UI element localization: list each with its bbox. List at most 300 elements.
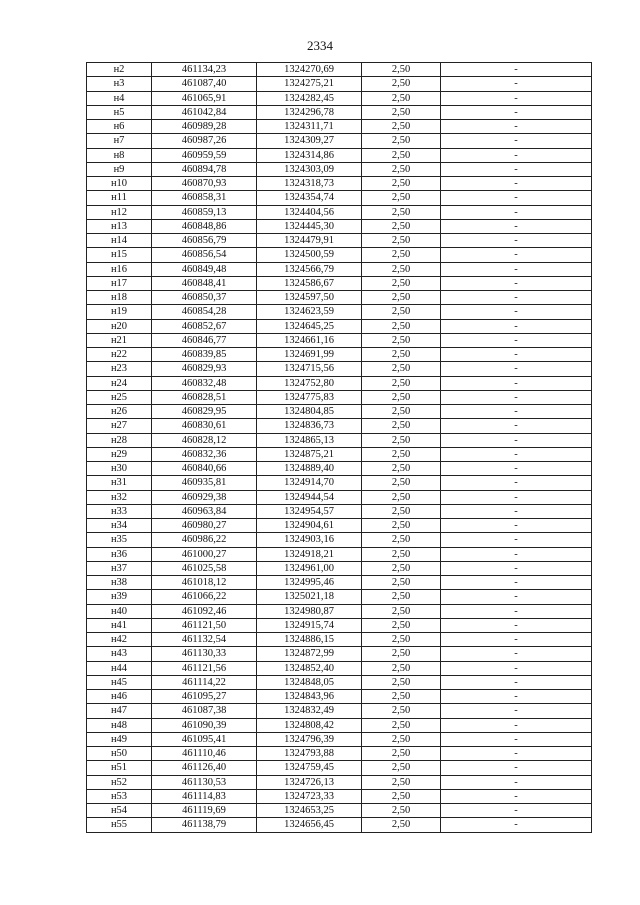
accuracy-cell: 2,50 <box>362 362 441 376</box>
x-coordinate-cell: 461092,46 <box>152 604 257 618</box>
y-coordinate-cell: 1324311,71 <box>257 120 362 134</box>
point-label-cell: н29 <box>87 447 152 461</box>
point-label-cell: н6 <box>87 120 152 134</box>
y-coordinate-cell: 1324904,61 <box>257 519 362 533</box>
accuracy-cell: 2,50 <box>362 234 441 248</box>
point-label-cell: н19 <box>87 305 152 319</box>
note-cell: - <box>441 647 592 661</box>
note-cell: - <box>441 134 592 148</box>
accuracy-cell: 2,50 <box>362 219 441 233</box>
point-label-cell: н32 <box>87 490 152 504</box>
y-coordinate-cell: 1324715,56 <box>257 362 362 376</box>
y-coordinate-cell: 1324836,73 <box>257 419 362 433</box>
y-coordinate-cell: 1324691,99 <box>257 348 362 362</box>
point-label-cell: н28 <box>87 433 152 447</box>
y-coordinate-cell: 1324872,99 <box>257 647 362 661</box>
y-coordinate-cell: 1324296,78 <box>257 105 362 119</box>
point-label-cell: н2 <box>87 63 152 77</box>
y-coordinate-cell: 1324793,88 <box>257 747 362 761</box>
note-cell: - <box>441 732 592 746</box>
accuracy-cell: 2,50 <box>362 134 441 148</box>
y-coordinate-cell: 1324832,49 <box>257 704 362 718</box>
table-row <box>87 747 592 761</box>
y-coordinate-cell: 1324980,87 <box>257 604 362 618</box>
x-coordinate-cell: 460830,61 <box>152 419 257 433</box>
y-coordinate-cell: 1324445,30 <box>257 219 362 233</box>
note-cell: - <box>441 618 592 632</box>
point-label-cell: н41 <box>87 618 152 632</box>
y-coordinate-cell: 1324645,25 <box>257 319 362 333</box>
y-coordinate-cell: 1324661,16 <box>257 333 362 347</box>
accuracy-cell: 2,50 <box>362 504 441 518</box>
point-label-cell: н4 <box>87 91 152 105</box>
note-cell: - <box>441 105 592 119</box>
x-coordinate-cell: 461130,33 <box>152 647 257 661</box>
table-row <box>87 704 592 718</box>
note-cell: - <box>441 419 592 433</box>
table-row <box>87 661 592 675</box>
note-cell: - <box>441 504 592 518</box>
accuracy-cell: 2,50 <box>362 191 441 205</box>
x-coordinate-cell: 460829,93 <box>152 362 257 376</box>
note-cell: - <box>441 77 592 91</box>
note-cell: - <box>441 433 592 447</box>
accuracy-cell: 2,50 <box>362 675 441 689</box>
table-row <box>87 618 592 632</box>
note-cell: - <box>441 262 592 276</box>
note-cell: - <box>441 205 592 219</box>
accuracy-cell: 2,50 <box>362 761 441 775</box>
table-row <box>87 291 592 305</box>
table-row <box>87 561 592 575</box>
table-row <box>87 476 592 490</box>
point-label-cell: н37 <box>87 561 152 575</box>
x-coordinate-cell: 461066,22 <box>152 590 257 604</box>
y-coordinate-cell: 1324656,45 <box>257 818 362 832</box>
point-label-cell: н46 <box>87 690 152 704</box>
point-label-cell: н27 <box>87 419 152 433</box>
note-cell: - <box>441 590 592 604</box>
x-coordinate-cell: 460850,37 <box>152 291 257 305</box>
point-label-cell: н17 <box>87 276 152 290</box>
x-coordinate-cell: 461090,39 <box>152 718 257 732</box>
point-label-cell: н42 <box>87 633 152 647</box>
accuracy-cell: 2,50 <box>362 333 441 347</box>
table-row <box>87 732 592 746</box>
y-coordinate-cell: 1324865,13 <box>257 433 362 447</box>
point-label-cell: н33 <box>87 504 152 518</box>
point-label-cell: н11 <box>87 191 152 205</box>
table-row <box>87 718 592 732</box>
y-coordinate-cell: 1324903,16 <box>257 533 362 547</box>
note-cell: - <box>441 804 592 818</box>
table-row <box>87 576 592 590</box>
point-label-cell: н51 <box>87 761 152 775</box>
point-label-cell: н13 <box>87 219 152 233</box>
note-cell: - <box>441 248 592 262</box>
table-row <box>87 590 592 604</box>
note-cell: - <box>441 319 592 333</box>
note-cell: - <box>441 148 592 162</box>
point-label-cell: н5 <box>87 105 152 119</box>
y-coordinate-cell: 1324775,83 <box>257 390 362 404</box>
note-cell: - <box>441 333 592 347</box>
accuracy-cell: 2,50 <box>362 618 441 632</box>
x-coordinate-cell: 460832,48 <box>152 376 257 390</box>
accuracy-cell: 2,50 <box>362 162 441 176</box>
x-coordinate-cell: 460856,54 <box>152 248 257 262</box>
point-label-cell: н16 <box>87 262 152 276</box>
note-cell: - <box>441 390 592 404</box>
table-row <box>87 533 592 547</box>
y-coordinate-cell: 1324726,13 <box>257 775 362 789</box>
x-coordinate-cell: 460848,86 <box>152 219 257 233</box>
y-coordinate-cell: 1324848,05 <box>257 675 362 689</box>
accuracy-cell: 2,50 <box>362 319 441 333</box>
point-label-cell: н3 <box>87 77 152 91</box>
accuracy-cell: 2,50 <box>362 533 441 547</box>
accuracy-cell: 2,50 <box>362 519 441 533</box>
x-coordinate-cell: 461025,58 <box>152 561 257 575</box>
accuracy-cell: 2,50 <box>362 476 441 490</box>
table-row <box>87 447 592 461</box>
note-cell: - <box>441 191 592 205</box>
y-coordinate-cell: 1324918,21 <box>257 547 362 561</box>
x-coordinate-cell: 460959,59 <box>152 148 257 162</box>
y-coordinate-cell: 1324886,15 <box>257 633 362 647</box>
y-coordinate-cell: 1324852,40 <box>257 661 362 675</box>
table-row <box>87 91 592 105</box>
accuracy-cell: 2,50 <box>362 604 441 618</box>
note-cell: - <box>441 63 592 77</box>
x-coordinate-cell: 460989,28 <box>152 120 257 134</box>
point-label-cell: н48 <box>87 718 152 732</box>
y-coordinate-cell: 1324404,56 <box>257 205 362 219</box>
accuracy-cell: 2,50 <box>362 205 441 219</box>
point-label-cell: н45 <box>87 675 152 689</box>
y-coordinate-cell: 1324954,57 <box>257 504 362 518</box>
note-cell: - <box>441 604 592 618</box>
note-cell: - <box>441 775 592 789</box>
table-row <box>87 376 592 390</box>
y-coordinate-cell: 1324309,27 <box>257 134 362 148</box>
accuracy-cell: 2,50 <box>362 633 441 647</box>
point-label-cell: н54 <box>87 804 152 818</box>
x-coordinate-cell: 460849,48 <box>152 262 257 276</box>
table-row <box>87 262 592 276</box>
table-row <box>87 191 592 205</box>
accuracy-cell: 2,50 <box>362 590 441 604</box>
note-cell: - <box>441 519 592 533</box>
x-coordinate-cell: 461087,38 <box>152 704 257 718</box>
y-coordinate-cell: 1324759,45 <box>257 761 362 775</box>
x-coordinate-cell: 460828,12 <box>152 433 257 447</box>
table-row <box>87 148 592 162</box>
point-label-cell: н20 <box>87 319 152 333</box>
x-coordinate-cell: 461121,56 <box>152 661 257 675</box>
table-row <box>87 362 592 376</box>
point-label-cell: н31 <box>87 476 152 490</box>
point-label-cell: н7 <box>87 134 152 148</box>
y-coordinate-cell: 1324915,74 <box>257 618 362 632</box>
accuracy-cell: 2,50 <box>362 120 441 134</box>
note-cell: - <box>441 234 592 248</box>
x-coordinate-cell: 461114,22 <box>152 675 257 689</box>
point-label-cell: н18 <box>87 291 152 305</box>
table-body <box>87 63 592 833</box>
y-coordinate-cell: 1324944,54 <box>257 490 362 504</box>
note-cell: - <box>441 761 592 775</box>
x-coordinate-cell: 460854,28 <box>152 305 257 319</box>
table-row <box>87 818 592 832</box>
accuracy-cell: 2,50 <box>362 77 441 91</box>
point-label-cell: н47 <box>87 704 152 718</box>
note-cell: - <box>441 405 592 419</box>
y-coordinate-cell: 1324995,46 <box>257 576 362 590</box>
x-coordinate-cell: 460858,31 <box>152 191 257 205</box>
x-coordinate-cell: 461138,79 <box>152 818 257 832</box>
x-coordinate-cell: 461134,23 <box>152 63 257 77</box>
x-coordinate-cell: 460846,77 <box>152 333 257 347</box>
note-cell: - <box>441 291 592 305</box>
x-coordinate-cell: 461110,46 <box>152 747 257 761</box>
point-label-cell: н38 <box>87 576 152 590</box>
accuracy-cell: 2,50 <box>362 148 441 162</box>
table-row <box>87 162 592 176</box>
y-coordinate-cell: 1324843,96 <box>257 690 362 704</box>
x-coordinate-cell: 460929,38 <box>152 490 257 504</box>
x-coordinate-cell: 460832,36 <box>152 447 257 461</box>
table-row <box>87 177 592 191</box>
table-row <box>87 319 592 333</box>
table-row <box>87 276 592 290</box>
accuracy-cell: 2,50 <box>362 718 441 732</box>
note-cell: - <box>441 533 592 547</box>
x-coordinate-cell: 460859,13 <box>152 205 257 219</box>
table-row <box>87 433 592 447</box>
note-cell: - <box>441 476 592 490</box>
accuracy-cell: 2,50 <box>362 419 441 433</box>
x-coordinate-cell: 460870,93 <box>152 177 257 191</box>
accuracy-cell: 2,50 <box>362 63 441 77</box>
point-label-cell: н23 <box>87 362 152 376</box>
note-cell: - <box>441 376 592 390</box>
note-cell: - <box>441 576 592 590</box>
y-coordinate-cell: 1325021,18 <box>257 590 362 604</box>
x-coordinate-cell: 460856,79 <box>152 234 257 248</box>
table-row <box>87 248 592 262</box>
accuracy-cell: 2,50 <box>362 804 441 818</box>
table-row <box>87 63 592 77</box>
note-cell: - <box>441 747 592 761</box>
y-coordinate-cell: 1324479,91 <box>257 234 362 248</box>
point-label-cell: н52 <box>87 775 152 789</box>
y-coordinate-cell: 1324653,25 <box>257 804 362 818</box>
table-row <box>87 675 592 689</box>
note-cell: - <box>441 219 592 233</box>
table-row <box>87 390 592 404</box>
table-row <box>87 519 592 533</box>
x-coordinate-cell: 460829,95 <box>152 405 257 419</box>
accuracy-cell: 2,50 <box>362 818 441 832</box>
accuracy-cell: 2,50 <box>362 248 441 262</box>
point-label-cell: н22 <box>87 348 152 362</box>
y-coordinate-cell: 1324808,42 <box>257 718 362 732</box>
y-coordinate-cell: 1324752,80 <box>257 376 362 390</box>
accuracy-cell: 2,50 <box>362 105 441 119</box>
accuracy-cell: 2,50 <box>362 305 441 319</box>
table-row <box>87 405 592 419</box>
table-row <box>87 690 592 704</box>
accuracy-cell: 2,50 <box>362 348 441 362</box>
note-cell: - <box>441 561 592 575</box>
x-coordinate-cell: 461121,50 <box>152 618 257 632</box>
y-coordinate-cell: 1324318,73 <box>257 177 362 191</box>
point-label-cell: н36 <box>87 547 152 561</box>
x-coordinate-cell: 461095,41 <box>152 732 257 746</box>
y-coordinate-cell: 1324566,79 <box>257 262 362 276</box>
y-coordinate-cell: 1324623,59 <box>257 305 362 319</box>
y-coordinate-cell: 1324889,40 <box>257 462 362 476</box>
note-cell: - <box>441 789 592 803</box>
y-coordinate-cell: 1324500,59 <box>257 248 362 262</box>
table-row <box>87 547 592 561</box>
accuracy-cell: 2,50 <box>362 433 441 447</box>
point-label-cell: н15 <box>87 248 152 262</box>
accuracy-cell: 2,50 <box>362 690 441 704</box>
accuracy-cell: 2,50 <box>362 462 441 476</box>
accuracy-cell: 2,50 <box>362 447 441 461</box>
accuracy-cell: 2,50 <box>362 262 441 276</box>
x-coordinate-cell: 461114,83 <box>152 789 257 803</box>
note-cell: - <box>441 818 592 832</box>
x-coordinate-cell: 461132,54 <box>152 633 257 647</box>
note-cell: - <box>441 718 592 732</box>
table-row <box>87 490 592 504</box>
accuracy-cell: 2,50 <box>362 177 441 191</box>
table-row <box>87 761 592 775</box>
table-row <box>87 348 592 362</box>
coordinates-table <box>86 62 592 833</box>
note-cell: - <box>441 177 592 191</box>
accuracy-cell: 2,50 <box>362 732 441 746</box>
page-number: 2334 <box>307 38 333 53</box>
table-row <box>87 77 592 91</box>
x-coordinate-cell: 461087,40 <box>152 77 257 91</box>
x-coordinate-cell: 460828,51 <box>152 390 257 404</box>
x-coordinate-cell: 461018,12 <box>152 576 257 590</box>
accuracy-cell: 2,50 <box>362 704 441 718</box>
note-cell: - <box>441 91 592 105</box>
accuracy-cell: 2,50 <box>362 390 441 404</box>
y-coordinate-cell: 1324597,50 <box>257 291 362 305</box>
x-coordinate-cell: 460848,41 <box>152 276 257 290</box>
table-row <box>87 105 592 119</box>
x-coordinate-cell: 461065,91 <box>152 91 257 105</box>
note-cell: - <box>441 661 592 675</box>
table-row <box>87 804 592 818</box>
point-label-cell: н24 <box>87 376 152 390</box>
x-coordinate-cell: 460852,67 <box>152 319 257 333</box>
x-coordinate-cell: 461000,27 <box>152 547 257 561</box>
table-row <box>87 604 592 618</box>
table-row <box>87 234 592 248</box>
point-label-cell: н39 <box>87 590 152 604</box>
y-coordinate-cell: 1324303,09 <box>257 162 362 176</box>
note-cell: - <box>441 704 592 718</box>
x-coordinate-cell: 460963,84 <box>152 504 257 518</box>
x-coordinate-cell: 460980,27 <box>152 519 257 533</box>
x-coordinate-cell: 461119,69 <box>152 804 257 818</box>
point-label-cell: н40 <box>87 604 152 618</box>
point-label-cell: н55 <box>87 818 152 832</box>
table-row <box>87 775 592 789</box>
accuracy-cell: 2,50 <box>362 291 441 305</box>
note-cell: - <box>441 490 592 504</box>
accuracy-cell: 2,50 <box>362 376 441 390</box>
table-row <box>87 504 592 518</box>
table-row <box>87 205 592 219</box>
point-label-cell: н8 <box>87 148 152 162</box>
accuracy-cell: 2,50 <box>362 547 441 561</box>
point-label-cell: н25 <box>87 390 152 404</box>
x-coordinate-cell: 461126,40 <box>152 761 257 775</box>
x-coordinate-cell: 460987,26 <box>152 134 257 148</box>
table-row <box>87 305 592 319</box>
point-label-cell: н14 <box>87 234 152 248</box>
point-label-cell: н26 <box>87 405 152 419</box>
y-coordinate-cell: 1324275,21 <box>257 77 362 91</box>
y-coordinate-cell: 1324314,86 <box>257 148 362 162</box>
point-label-cell: н10 <box>87 177 152 191</box>
accuracy-cell: 2,50 <box>362 490 441 504</box>
note-cell: - <box>441 120 592 134</box>
y-coordinate-cell: 1324586,67 <box>257 276 362 290</box>
table-row <box>87 120 592 134</box>
accuracy-cell: 2,50 <box>362 576 441 590</box>
note-cell: - <box>441 690 592 704</box>
note-cell: - <box>441 305 592 319</box>
note-cell: - <box>441 633 592 647</box>
y-coordinate-cell: 1324282,45 <box>257 91 362 105</box>
note-cell: - <box>441 462 592 476</box>
y-coordinate-cell: 1324875,21 <box>257 447 362 461</box>
point-label-cell: н50 <box>87 747 152 761</box>
accuracy-cell: 2,50 <box>362 775 441 789</box>
x-coordinate-cell: 460894,78 <box>152 162 257 176</box>
y-coordinate-cell: 1324961,00 <box>257 561 362 575</box>
table-row <box>87 462 592 476</box>
note-cell: - <box>441 348 592 362</box>
y-coordinate-cell: 1324804,85 <box>257 405 362 419</box>
point-label-cell: н49 <box>87 732 152 746</box>
point-label-cell: н30 <box>87 462 152 476</box>
y-coordinate-cell: 1324270,69 <box>257 63 362 77</box>
x-coordinate-cell: 460840,66 <box>152 462 257 476</box>
point-label-cell: н12 <box>87 205 152 219</box>
table-row <box>87 647 592 661</box>
point-label-cell: н44 <box>87 661 152 675</box>
accuracy-cell: 2,50 <box>362 789 441 803</box>
point-label-cell: н53 <box>87 789 152 803</box>
accuracy-cell: 2,50 <box>362 647 441 661</box>
accuracy-cell: 2,50 <box>362 91 441 105</box>
point-label-cell: н34 <box>87 519 152 533</box>
accuracy-cell: 2,50 <box>362 661 441 675</box>
y-coordinate-cell: 1324354,74 <box>257 191 362 205</box>
table-row <box>87 419 592 433</box>
note-cell: - <box>441 162 592 176</box>
